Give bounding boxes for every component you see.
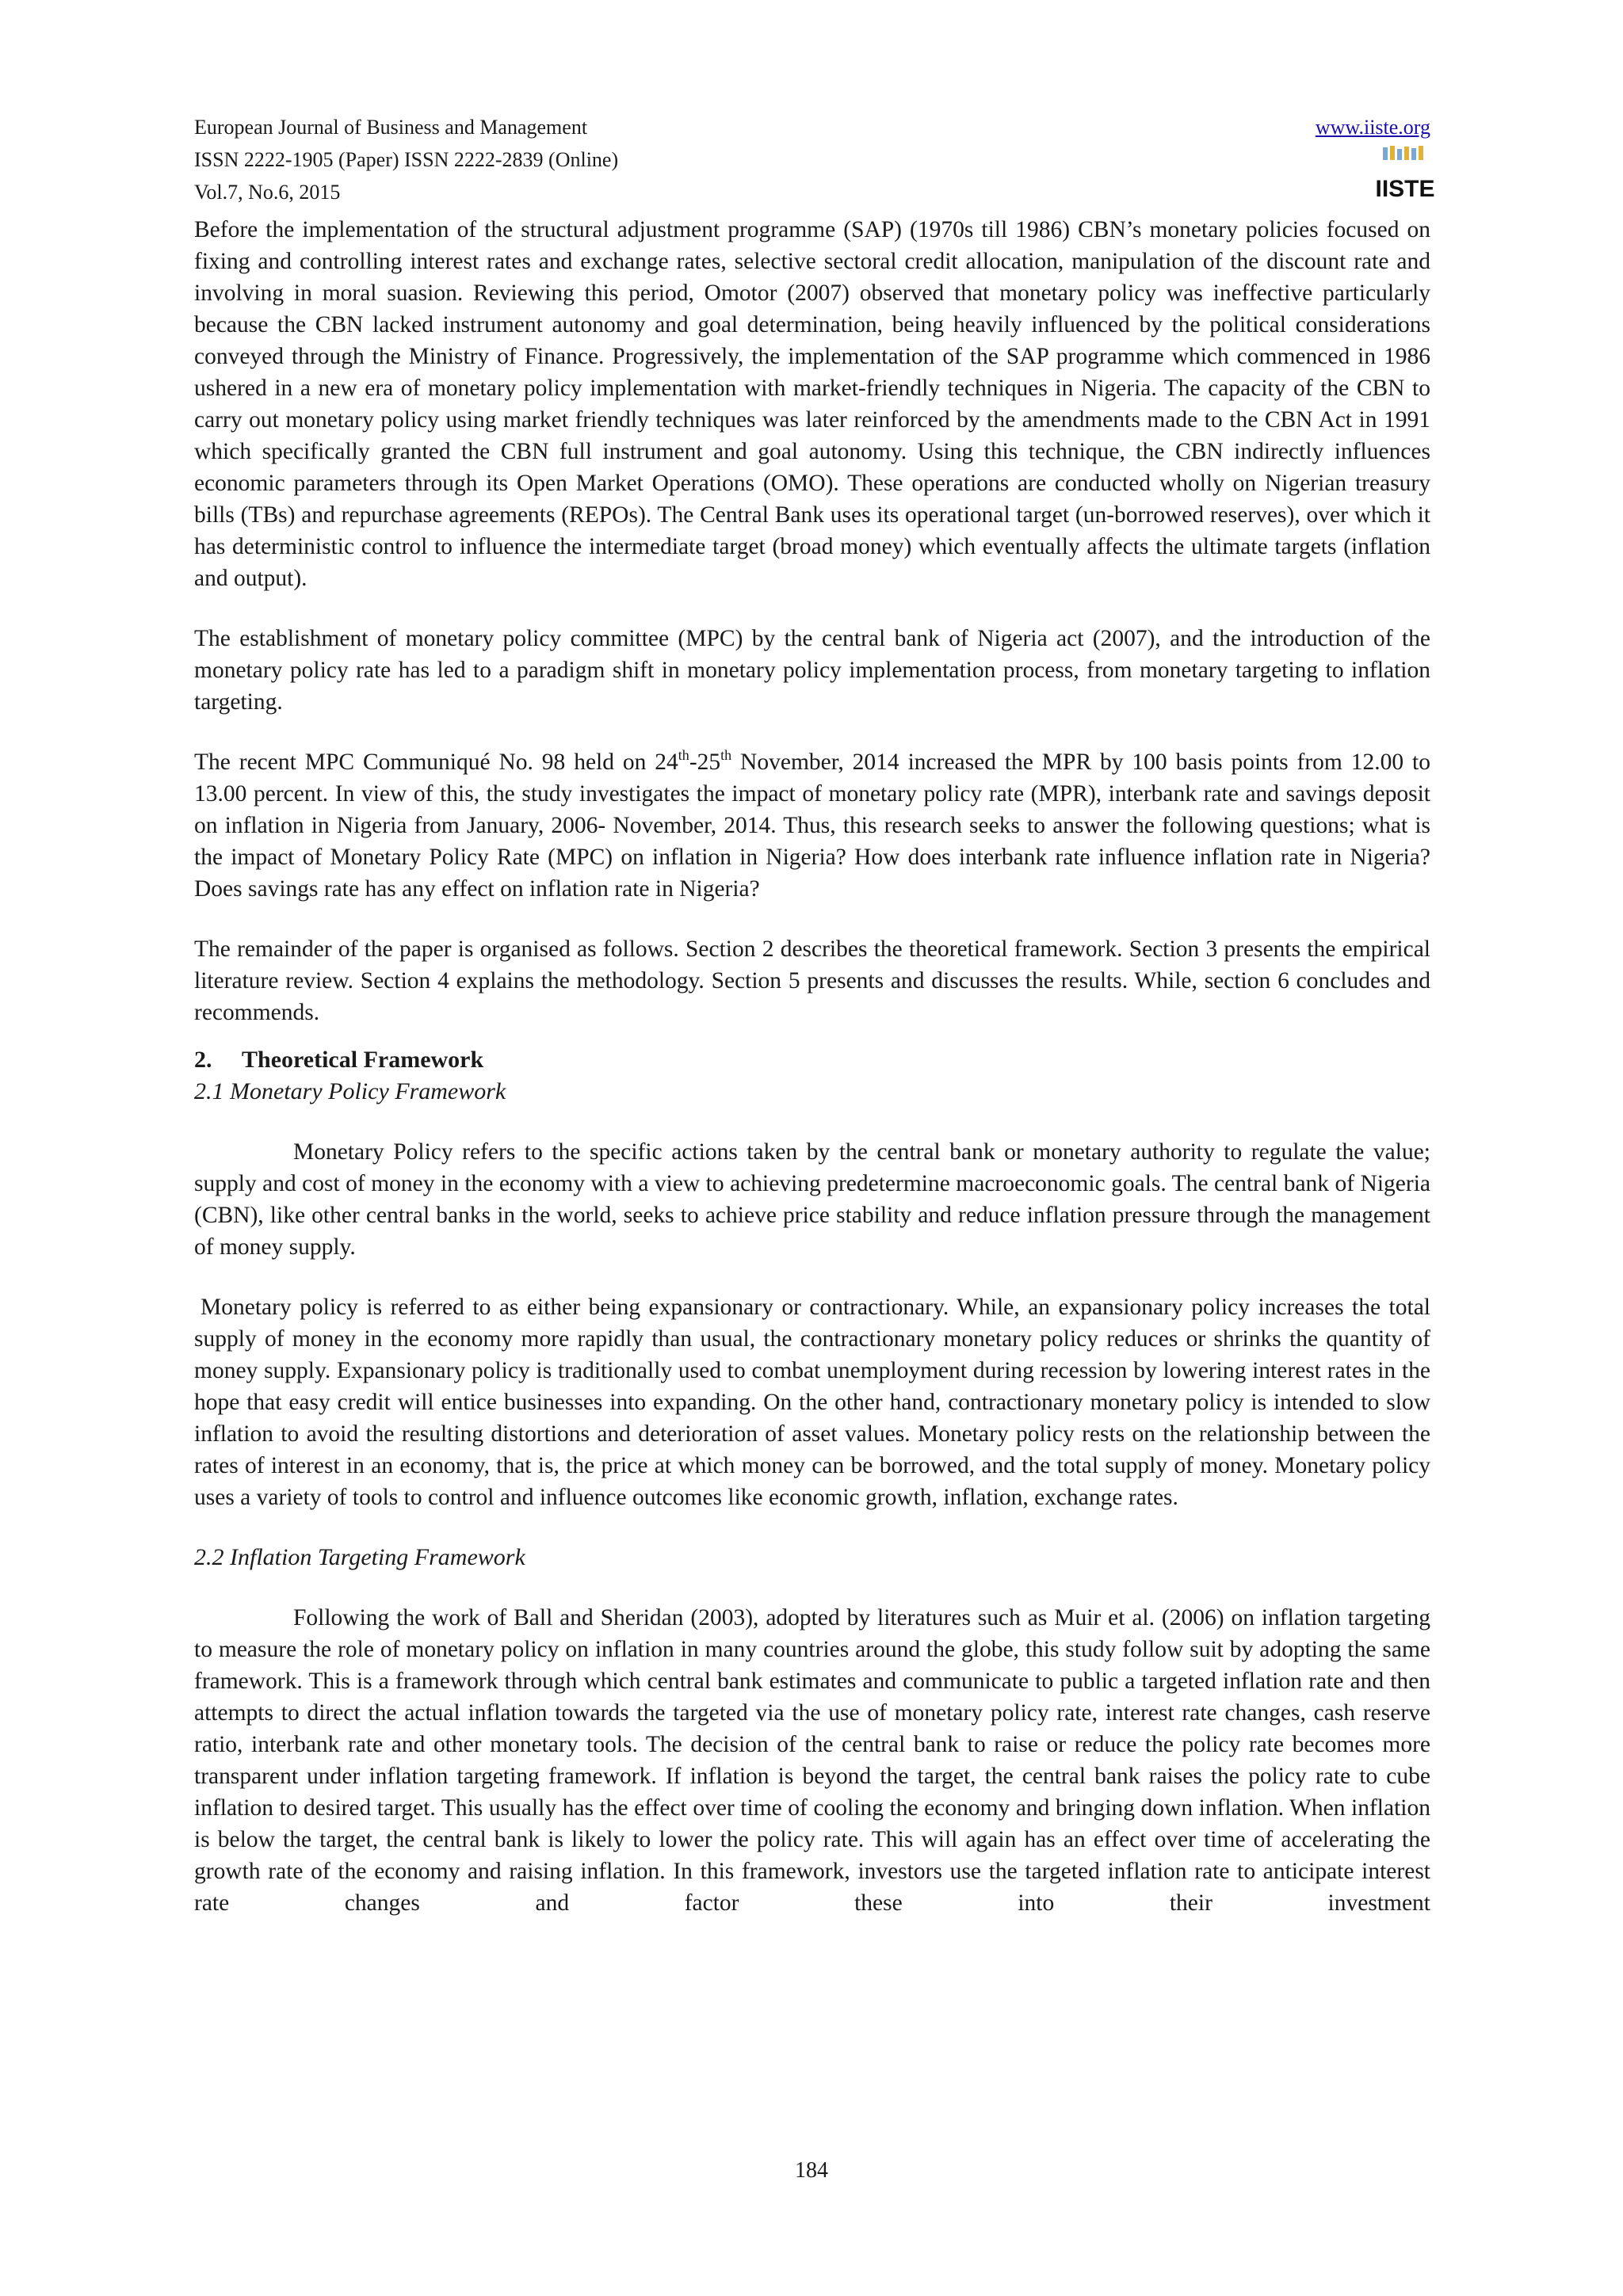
- header-left: [194, 111, 1430, 208]
- paragraph-monetary-policy-definition: Monetary Policy refers to the specific actions taken by the central bank or monetary authority to regulate the value; supply and cost of money in the economy with a view to achieving predetermine macroeconomic goals. The central bank of Nigeria (CBN), like other central banks in the world, seeks to achieve price stability and reduce inflation pressure through the management of money supply.: [194, 1139, 1430, 1260]
- paragraph-sap: Before the implementation of the structural adjustment programme (SAP) (1970s till 1986) CBN’s monetary policies focused on fixing and controlling interest rates and exchange rates, selective sectoral credit allocation, manipulation of the discount rate and involving in moral suasion. Reviewing this period, Omotor (2007) observed that monetary policy was ineffective particularly because the CBN lacked instrument autonomy and goal determination, being heavily influenced by the political considerations conveyed through the Ministry of Finance. Progressively, the implementation of the SAP programme which commenced in 1986 ushered in a new era of monetary policy implementation with market-friendly techniques in Nigeria. The capacity of the CBN to carry out monetary policy using market friendly techniques was later reinforced by the amendments made to the CBN Act in 1991 which specifically granted the CBN full instrument and goal autonomy. Using this technique, the CBN indirectly influences economic parameters through its Open Market Operations (OMO). These operations are conducted wholly on Nigerian treasury bills (TBs) and repurchase agreements (REPOs). The Central Bank uses its operational target (un-borrowed reserves), over which it has deterministic control to influence the intermediate target (broad money) which eventually affects the ultimate targets (inflation and output).: [194, 217, 1430, 591]
- paragraph-outline: The remainder of the paper is organised as follows. Section 2 describes the theoretical framework. Section 3 presents the empirical literature review. Section 4 explains the methodology. Section 5 presents and discusses the results. While, section 6 concludes and recommends.: [194, 936, 1430, 1025]
- journal-url-link[interactable]: www.iiste.org: [1315, 116, 1430, 139]
- running-header: [194, 111, 1435, 214]
- superscript-th-2: th: [720, 747, 732, 763]
- logo-text: IISTE: [1375, 176, 1435, 202]
- communique-text-a: The recent MPC Communiqué No. 98 held on 24: [194, 749, 678, 775]
- section-title: Theoretical Framework: [242, 1047, 484, 1073]
- page-number: 184: [795, 2158, 828, 2183]
- paragraph-inflation-targeting: Following the work of Ball and Sheridan (2003), adopted by literatures such as Muir et al. (2006) on inflation targeting to measure the role of monetary policy on inflation in many countries around the globe, this study follow suit by adopting the same framework. This is a framework through which central bank estimates and communicate to public a targeted inflation rate and then attempts to direct the actual inflation towards the targeted via the use of monetary policy rate, interest rate changes, cash reserve ratio, interbank rate and other monetary tools. The decision of the central bank to raise or reduce the policy rate becomes more transparent under inflation targeting framework. If inflation is beyond the target, the central bank raises the policy rate to cube inflation to desired target. This usually has the effect over time of cooling the economy and bringing down inflation. When inflation is below the target, the central bank is likely to lower the policy rate. This will again has an effect over time of accelerating the growth rate of the economy and raising inflation. In this framework, investors use the targeted inflation rate to anticipate interest rate changes and factor these into their investment: [194, 1605, 1430, 1916]
- paragraph-expansionary-contractionary: Monetary policy is referred to as either being expansionary or contractionary. While, an expansionary policy increases the total supply of money in the economy more rapidly than usual, the contractionary monetary policy reduces or shrinks the quantity of money supply. Expansionary policy is traditionally used to combat unemployment during recession by lowering interest rates in the hope that easy credit will entice businesses into expanding. On the other hand, contractionary monetary policy is intended to slow inflation to avoid the resulting distortions and deterioration of asset values. Monetary policy rests on the relationship between the rates of interest in an economy, that is, the price at which money can be borrowed, and the total supply of money. Monetary policy uses a variety of tools to control and influence outcomes like economic growth, inflation, exchange rates.: [194, 1295, 1430, 1510]
- section-heading: [194, 1044, 1430, 1076]
- communique-text-c: November, 2014 increased the MPR by 100 basis points from 12.00 to 13.00 percent. In view of this, the study investigates the impact of monetary policy rate (MPR), interbank rate and savings deposit on inflation in Nigeria from January, 2006- November, 2014. Thus, this research seeks to answer the following questions; what is the impact of Monetary Policy Rate (MPC) on inflation in Nigeria? How does interbank rate influence inflation rate in Nigeria? Does savings rate has any effect on inflation rate in Nigeria?: [194, 749, 1430, 902]
- page: [194, 111, 1435, 1947]
- paragraph-communique: [194, 746, 1430, 905]
- superscript-th-1: th: [678, 747, 689, 763]
- issn-line: ISSN 2222-1905 (Paper) ISSN 2222-2839 (Online): [194, 148, 619, 171]
- paragraph-mpc-establishment: The establishment of monetary policy committee (MPC) by the central bank of Nigeria act (2007), and the introduction of the monetary policy rate has led to a paradigm shift in monetary policy implementation process, from monetary targeting to inflation targeting.: [194, 626, 1430, 715]
- iiste-logo: [1375, 144, 1435, 202]
- journal-name: European Journal of Business and Management: [194, 116, 588, 139]
- communique-text-b: -25: [689, 749, 721, 775]
- article-body: [194, 214, 1430, 1919]
- section-number: 2.: [194, 1047, 212, 1073]
- subsection-heading-2-1: 2.1 Monetary Policy Framework: [194, 1078, 506, 1104]
- subsection-heading-2-2: 2.2 Inflation Targeting Framework: [194, 1544, 525, 1570]
- volume-line: Vol.7, No.6, 2015: [194, 181, 341, 204]
